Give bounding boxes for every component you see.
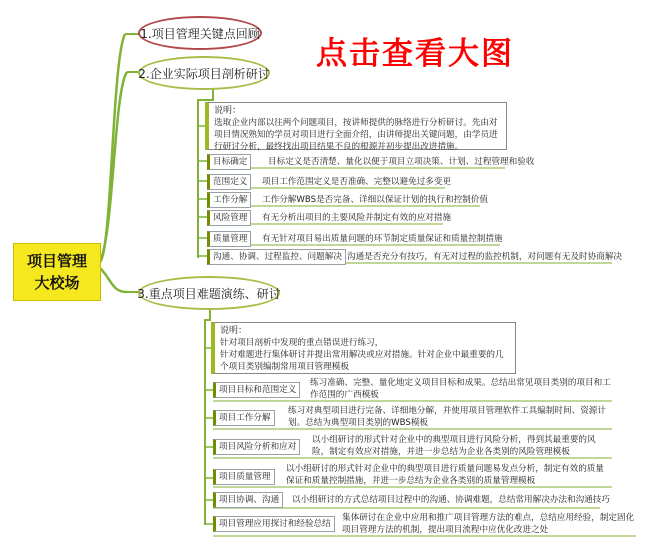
section3-tag[interactable]: 项目目标和范围定义 (213, 382, 300, 398)
section3-tag[interactable]: 项目质量管理 (213, 469, 275, 485)
section3-desc: 以小组研讨的方式总结项目过程中的沟通、协调难题，总结常用解决办法和沟通技巧 (292, 495, 610, 505)
branch-1-node[interactable] (138, 16, 262, 50)
section3-desc: 以小组研讨的形式针对企业中的典型项目进行质量问题易发点分析，制定有效的质量保证和质量控制措施，并进一步总结为企业各类别的质量管理模板 (286, 464, 604, 486)
section2-note-title: 说明： (214, 106, 242, 116)
branch-3-label: 3.重点项目难题演练、研讨 (137, 286, 281, 301)
branch-3-node[interactable] (138, 276, 280, 310)
section3-tag[interactable]: 项目工作分解 (213, 410, 275, 426)
root-node[interactable] (13, 243, 101, 301)
branch-1-label: 1.项目管理关键点回顾 (140, 26, 260, 41)
root-line1: 项目管理 (26, 252, 87, 270)
branch-2-node[interactable] (138, 56, 270, 90)
section3-desc: 练习对典型项目进行完备、详细地分解，并使用项目管理软件工具编制时间、资源计划。总结为典型项目类别的WBS模板 (288, 406, 606, 428)
section2-note (205, 102, 507, 150)
section3-tag[interactable]: 项目风险分析和应对 (213, 439, 300, 455)
section3-tag[interactable]: 项目协调、沟通 (213, 492, 283, 508)
connector-root-branch3 (100, 268, 127, 292)
view-large-image-link[interactable]: 点击查看大图 (316, 36, 514, 72)
section2-tag[interactable]: 目标确定 (207, 154, 251, 170)
section2-note-text: 选取企业内部以往两个问题项目，按讲师提供的脉络进行分析研讨。先由对项目情况熟知的学员对项目进行全面介绍，由讲师提出关键问题，由学员进行研讨分析，最终找出项目结果不良的根源并初步提出改进措施。 (214, 118, 498, 152)
section2-desc: 沟通是否充分有技巧，有无对过程的监控机制，对问题有无及时协商解决 (347, 252, 623, 262)
section3-note-line1: 针对项目剖析中发现的重点错误进行练习， (220, 338, 384, 348)
section2-desc: 有无分析出项目的主要风险并制定有效的应对措施 (262, 213, 452, 223)
connector-root-branch2 (100, 72, 127, 262)
section2-desc: 项目工作范围定义是否准确、完整以避免过多变更 (262, 177, 452, 187)
branch-2-label: 2.企业实际项目剖析研讨 (138, 66, 270, 81)
section2-tag[interactable]: 范围定义 (207, 174, 251, 190)
root-line2: 大校场 (34, 274, 80, 292)
section3-desc: 练习准确、完整、量化地定义项目目标和成果。总结出常见项目类别的项目和工作范围的广西模板 (310, 378, 611, 400)
section3-desc: 以小组研讨的形式针对企业中的典型项目进行风险分析，得到其最重要的风险，制定有效应对措施，并进一步总结为企业各类别的风险管理模板 (312, 435, 596, 457)
section2-tag[interactable]: 工作分解 (207, 192, 251, 208)
section2-tag[interactable]: 风险管理 (207, 210, 251, 226)
section3-note-title: 说明： (220, 326, 248, 336)
section2-tag[interactable]: 质量管理 (207, 231, 251, 247)
section2-tag[interactable]: 沟通、协调、过程监控、问题解决 (207, 249, 346, 265)
section2-desc: 工作分解WBS是否完备、详细以保证计划的执行和控制价值 (262, 195, 488, 205)
section2-desc: 目标定义是否清楚、量化以便于项目立项决策、计划、过程管理和验收 (268, 157, 535, 167)
section3-tag[interactable]: 项目管理应用探讨和经验总结 (213, 516, 335, 532)
section3-note (211, 322, 516, 374)
section2-desc: 有无针对项目易出质量问题的环节制定质量保证和质量控制措施 (262, 234, 503, 244)
section3-note-line2: 针对难题进行集体研讨并提出常用解决或应对措施。针对企业中最重要的几个项目类别编制常用项目管理模板 (220, 350, 504, 372)
connector-root-branch1 (100, 34, 125, 262)
connector-branch3-trunk (205, 306, 210, 525)
section3-desc: 集体研讨在企业中应用和推广项目管理方法的难点，总结应用经验，制定固化项目管理方法的机制，提出项目流程中应优化改进之处 (342, 513, 635, 535)
